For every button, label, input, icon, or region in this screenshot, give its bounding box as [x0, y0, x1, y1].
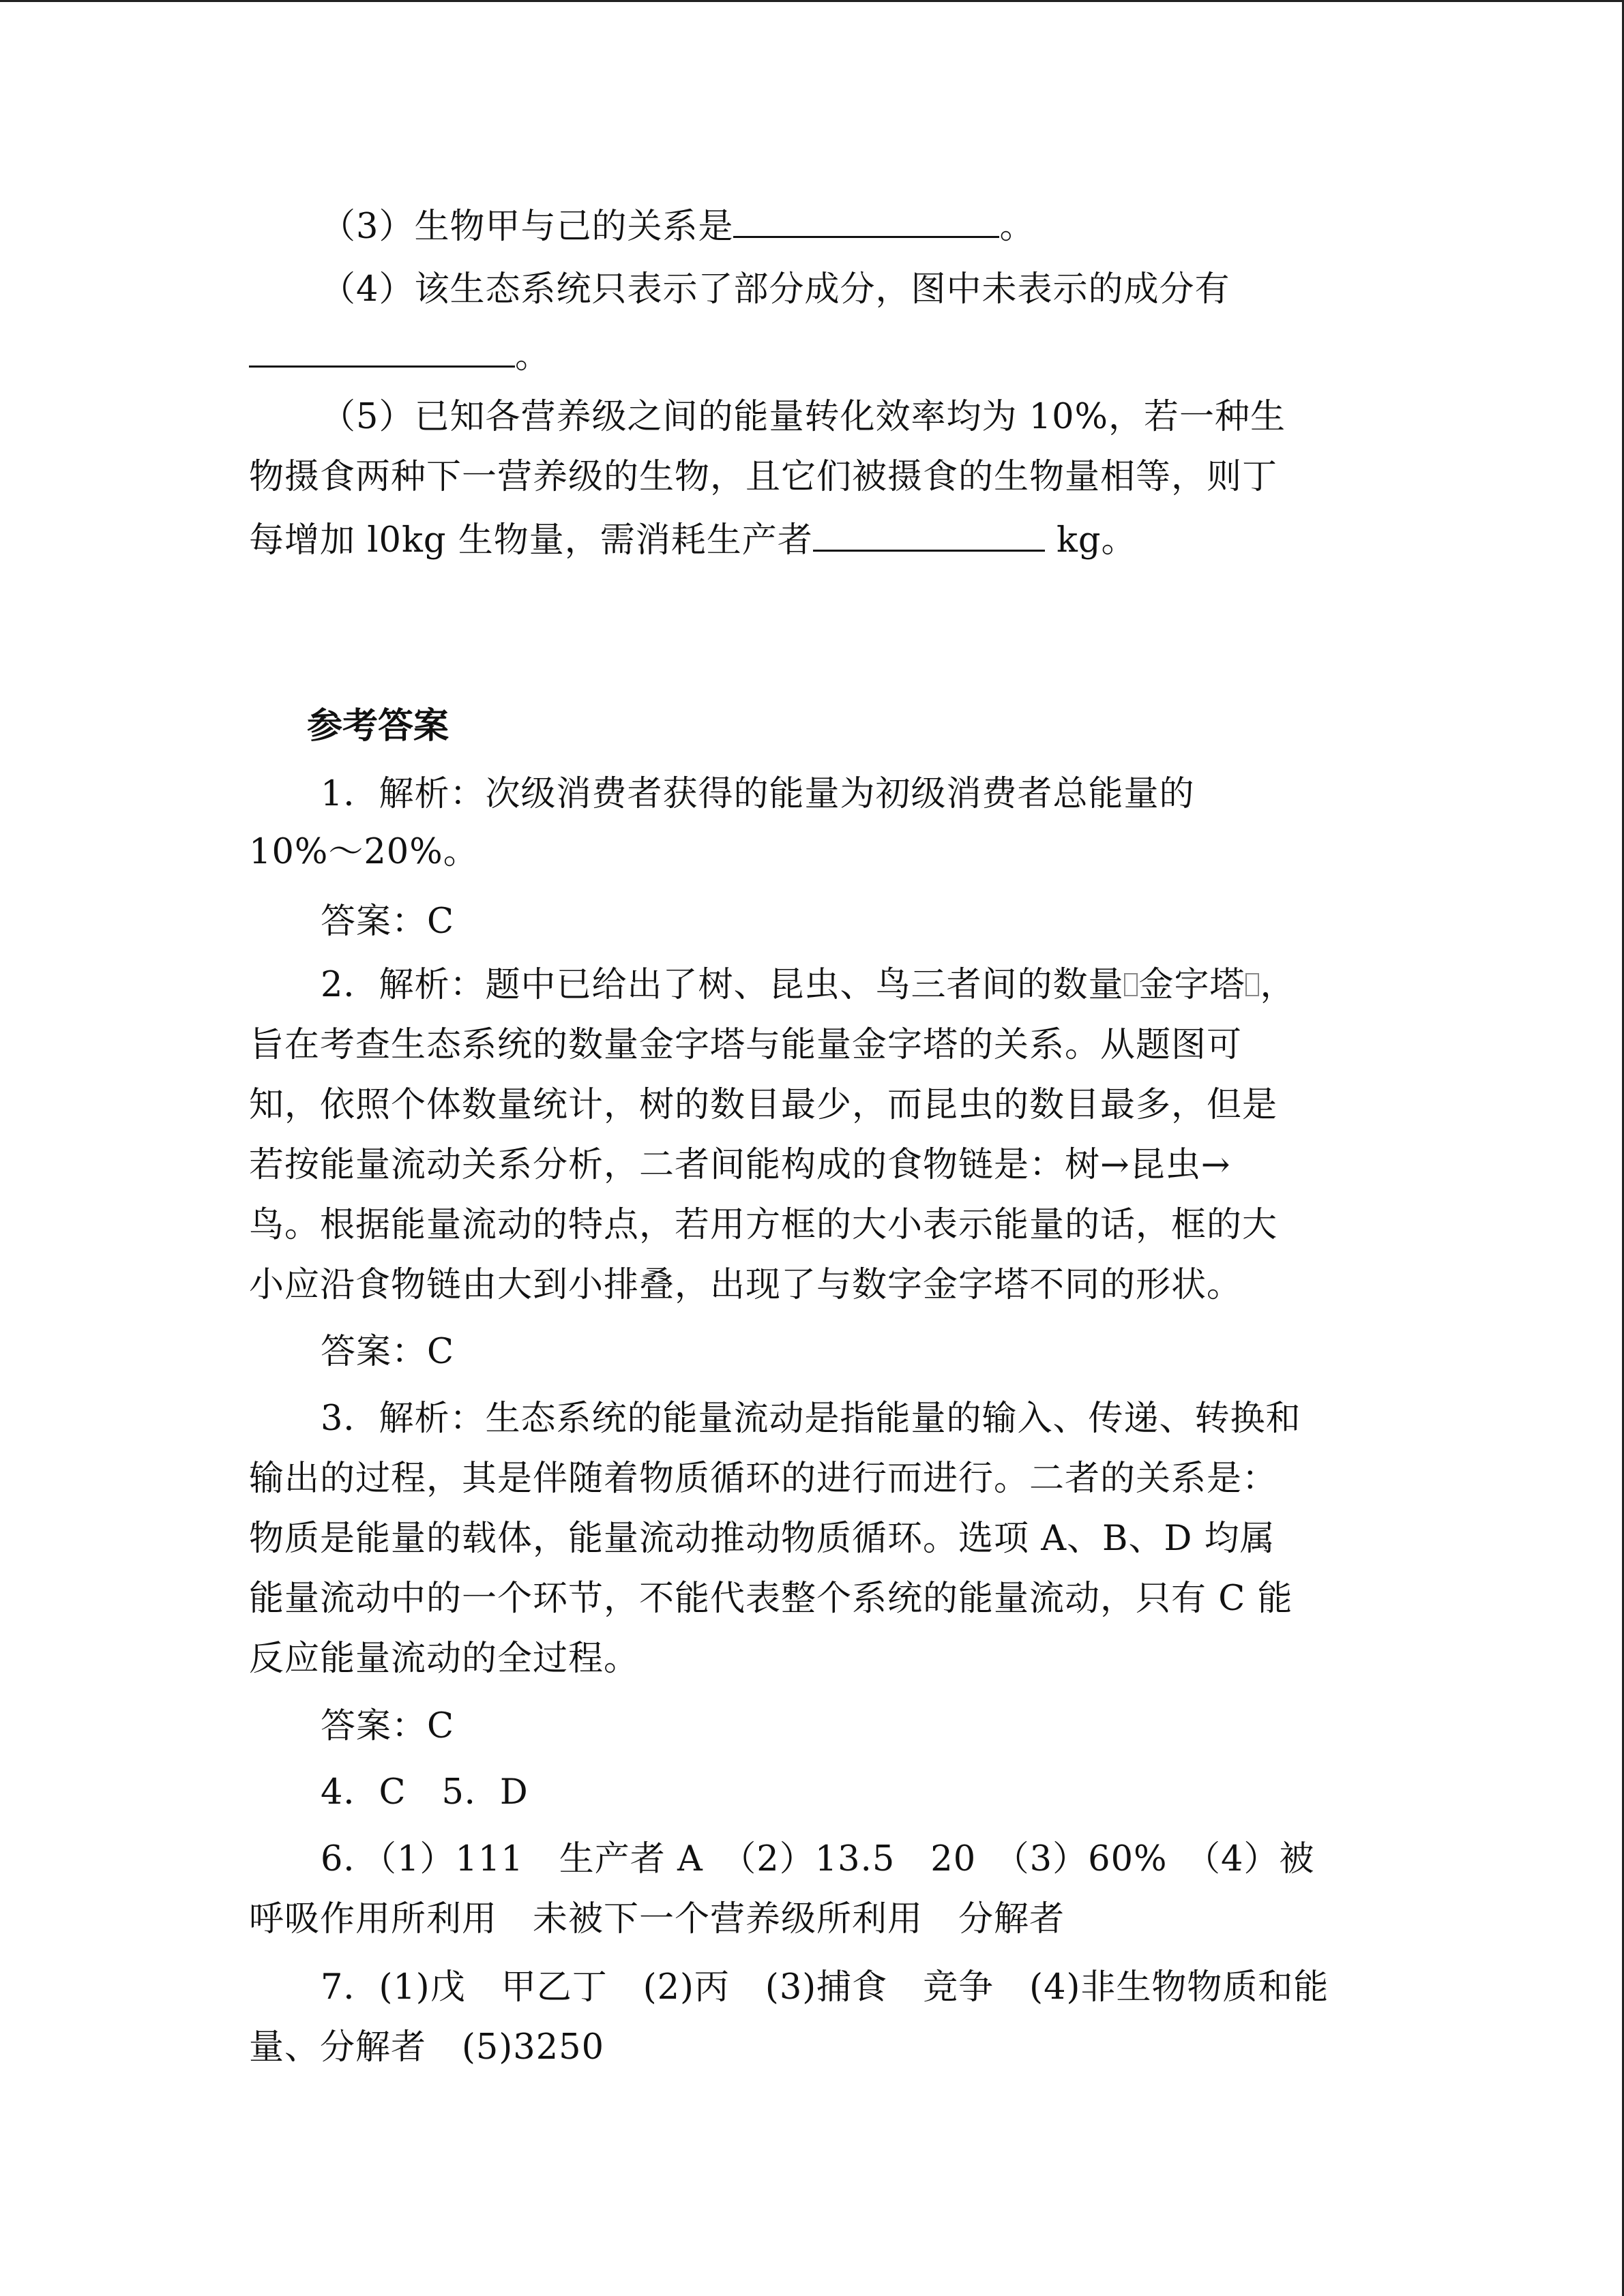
question-4-cont: [249, 333, 550, 377]
answer-blank-3: [733, 203, 999, 238]
answer-2-line-5: 鸟。根据能量流动的特点，若用方框的大小表示能量的话，框的大: [249, 1205, 1278, 1245]
answer-2-comma: ，: [1260, 965, 1296, 1005]
answer-2-line-4: 若按能量流动关系分析，二者间能构成的食物链是：树→昆虫→: [249, 1145, 1231, 1185]
question-4-end: 。: [515, 336, 551, 376]
question-5-line-1: （5）已知各营养级之间的能量转化效率均为 10%，若一种生: [321, 397, 1286, 437]
question-3: [321, 203, 1035, 248]
answer-7-line-1: 7．(1)戊 甲乙丁 (2)丙 (3)捕食 竞争 (4)非生物物质和能: [321, 1967, 1329, 2008]
answers-heading: 参考答案: [307, 705, 449, 747]
question-5-line-3-text: 每增加 l0kg 生物量，需消耗生产者: [249, 520, 813, 561]
question-3-text: （3）生物甲与己的关系是: [321, 207, 734, 247]
question-4-text: （4）该生态系统只表示了部分成分，图中未表示的成分有: [321, 269, 1230, 310]
answer-4-5: 4．C 5．D: [321, 1772, 529, 1813]
answer-2-pyramid: 金字塔: [1138, 965, 1245, 1005]
answer-1-line-1: 1．解析：次级消费者获得的能量为初级消费者总能量的: [321, 774, 1195, 814]
answer-blank-5: [813, 517, 1045, 552]
answer-3-line-1: 3．解析：生态系统的能量流动是指能量的输入、传递、转换和: [321, 1399, 1301, 1439]
answer-7-line-2: 量、分解者 (5)3250: [249, 2027, 605, 2068]
question-4: [321, 269, 1230, 310]
answer-3-result: 答案：C: [321, 1706, 455, 1746]
answer-blank-4: [249, 333, 515, 368]
question-5-unit: kg。: [1044, 520, 1137, 561]
answer-2-result: 答案：C: [321, 1332, 455, 1372]
answer-6-line-2: 呼吸作用所利用 未被下一个营养级所利用 分解者: [249, 1899, 1065, 1939]
question-5-line-3: [249, 517, 1137, 561]
answer-2-line-1-text: 2．解析：题中已给出了树、昆虫、鸟三者间的数量: [321, 965, 1124, 1005]
answer-3-line-2: 输出的过程，其是伴随着物质循环的进行而进行。二者的关系是：: [249, 1459, 1278, 1499]
answer-1-line-2: 10%～20%。: [249, 832, 479, 872]
question-3-end: 。: [999, 207, 1035, 247]
question-5-line-2: 物摄食两种下一营养级的生物，且它们被摄食的生物量相等，则丁: [249, 457, 1278, 497]
answer-2-line-1: [321, 965, 1295, 1006]
answer-3-line-3: 物质是能量的载体，能量流动推动物质循环。选项 A、B、D 均属: [249, 1519, 1275, 1559]
answer-3-line-5: 反应能量流动的全过程。: [249, 1639, 640, 1679]
missing-glyph-icon: [1124, 973, 1138, 996]
missing-glyph-icon: [1245, 973, 1259, 996]
answer-2-line-2: 旨在考查生态系统的数量金字塔与能量金字塔的关系。从题图可: [249, 1025, 1243, 1065]
answer-2-line-3: 知，依照个体数量统计，树的数目最少，而昆虫的数目最多，但是: [249, 1085, 1278, 1125]
answer-2-line-6: 小应沿食物链由大到小排叠，出现了与数字金字塔不同的形状。: [249, 1265, 1243, 1305]
answer-6-line-1: 6．（1）111 生产者 A （2）13.5 20 （3）60% （4）被: [321, 1839, 1315, 1879]
answer-3-line-4: 能量流动中的一个环节，不能代表整个系统的能量流动，只有 C 能: [249, 1579, 1293, 1619]
answer-1-result: 答案：C: [321, 901, 455, 942]
